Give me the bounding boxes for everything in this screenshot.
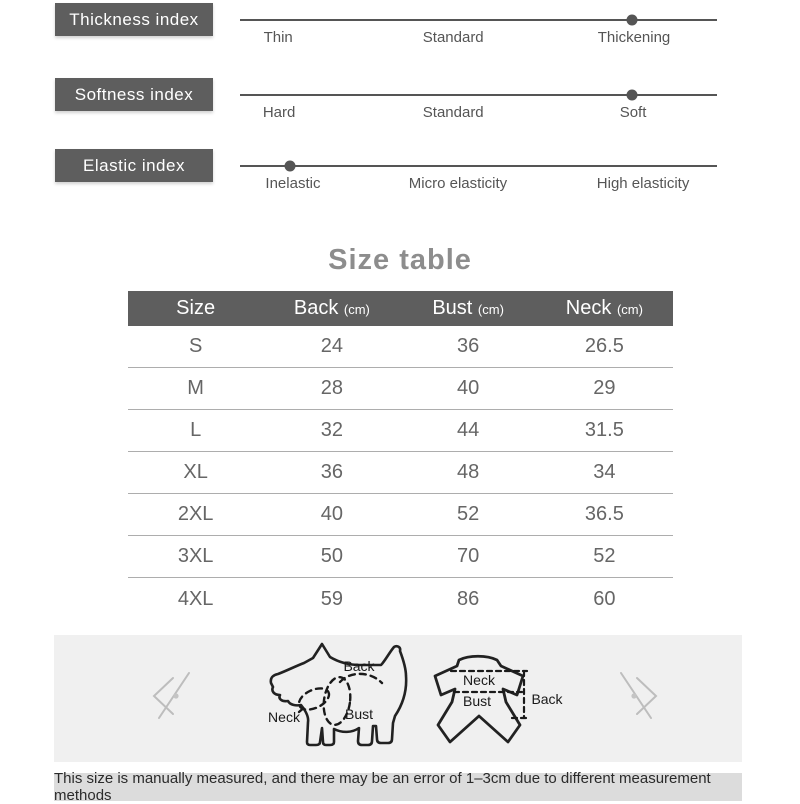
scale-line bbox=[240, 94, 717, 96]
measurement-cell: 29 bbox=[593, 377, 616, 399]
measurement-diagram-panel bbox=[54, 635, 742, 762]
measurement-cell: 59 bbox=[320, 587, 343, 610]
disclaimer-text: This size is manually measured, and there may be an error of 1–3cm due to different measurement methods bbox=[54, 770, 711, 804]
index-scales bbox=[0, 0, 800, 212]
dog-back-label: Back bbox=[343, 658, 375, 674]
measurement-cell: 36 bbox=[457, 335, 480, 357]
garment-neck-label: Neck bbox=[463, 672, 495, 688]
index-label: Thickness index bbox=[55, 3, 213, 36]
next-image-icon[interactable] bbox=[608, 665, 668, 725]
column-unit: (cm) bbox=[343, 302, 370, 317]
index-row bbox=[0, 3, 800, 73]
measurement-cell: 26.5 bbox=[584, 335, 624, 357]
size-cell: XL bbox=[183, 461, 208, 483]
scale-option-label: Hard bbox=[262, 104, 296, 121]
table-row bbox=[128, 578, 673, 620]
measurement-cell: 70 bbox=[457, 545, 480, 567]
column-name: Size bbox=[176, 297, 216, 319]
size-cell: 2XL bbox=[177, 503, 214, 525]
table-row bbox=[128, 326, 673, 368]
scale-option-label: Inelastic bbox=[265, 175, 321, 192]
index-label: Softness index bbox=[55, 78, 213, 111]
disclaimer-bar bbox=[54, 770, 742, 804]
size-table-title: Size table bbox=[328, 244, 472, 276]
scale-option-label: Standard bbox=[422, 29, 484, 46]
table-row bbox=[128, 452, 673, 494]
scale-option-label: Micro elasticity bbox=[408, 175, 508, 192]
size-table-body bbox=[128, 326, 673, 620]
scale-level-dot bbox=[627, 90, 638, 101]
measurement-cell: 86 bbox=[457, 587, 480, 610]
size-cell: M bbox=[187, 377, 204, 399]
measurement-cell: 31.5 bbox=[584, 419, 624, 441]
dog-measurement-diagram bbox=[254, 638, 429, 759]
table-row bbox=[128, 494, 673, 536]
scale-option-label: Thin bbox=[263, 29, 293, 46]
measurement-cell: 52 bbox=[593, 545, 616, 567]
column-unit: (cm) bbox=[477, 302, 504, 317]
size-table bbox=[128, 291, 673, 620]
index-scale-track bbox=[240, 3, 717, 73]
table-row bbox=[128, 536, 673, 578]
size-cell: S bbox=[188, 335, 203, 357]
index-scale-track bbox=[240, 149, 717, 219]
size-table-header bbox=[128, 291, 673, 326]
index-label: Elastic index bbox=[55, 149, 213, 182]
column-name: Neck bbox=[565, 297, 612, 319]
column-name: Bust bbox=[432, 297, 473, 319]
measurement-cell: 28 bbox=[320, 377, 343, 399]
dog-outline bbox=[271, 644, 406, 745]
measurement-cell: 36.5 bbox=[584, 503, 624, 525]
garment-measurement-diagram bbox=[424, 638, 589, 759]
scale-option-label: Thickening bbox=[597, 29, 671, 46]
table-row bbox=[128, 368, 673, 410]
measurement-cell: 24 bbox=[320, 335, 343, 357]
scale-level-dot bbox=[627, 15, 638, 26]
column-header bbox=[400, 297, 536, 320]
measurement-cell: 40 bbox=[320, 503, 343, 525]
measurement-cell: 48 bbox=[457, 461, 480, 483]
column-header bbox=[536, 297, 672, 320]
table-row bbox=[128, 410, 673, 452]
dog-neck-label: Neck bbox=[268, 709, 300, 725]
index-row bbox=[0, 149, 800, 219]
column-header bbox=[264, 297, 400, 320]
measurement-cell: 50 bbox=[320, 545, 343, 567]
scale-line bbox=[240, 165, 717, 167]
previous-image-icon[interactable] bbox=[142, 665, 202, 725]
measurement-cell: 36 bbox=[320, 461, 343, 483]
size-cell: 3XL bbox=[177, 545, 214, 567]
scale-option-label: Soft bbox=[619, 104, 647, 121]
scale-option-label: High elasticity bbox=[596, 175, 690, 192]
index-row bbox=[0, 78, 800, 148]
garment-back-label: Back bbox=[531, 691, 563, 707]
column-header bbox=[128, 297, 264, 320]
column-name: Back bbox=[293, 297, 339, 319]
dog-bust-label: Bust bbox=[344, 706, 374, 722]
scale-line bbox=[240, 19, 717, 21]
size-cell: L bbox=[190, 419, 202, 441]
measurement-cell: 52 bbox=[457, 503, 480, 525]
scale-option-label: Standard bbox=[422, 104, 484, 121]
index-scale-track bbox=[240, 78, 717, 148]
measurement-cell: 32 bbox=[320, 419, 343, 441]
measurement-cell: 34 bbox=[593, 461, 616, 483]
scale-level-dot bbox=[285, 161, 296, 172]
size-cell: 4XL bbox=[177, 587, 214, 610]
measurement-cell: 40 bbox=[457, 377, 480, 399]
column-unit: (cm) bbox=[616, 302, 643, 317]
measurement-cell: 60 bbox=[593, 587, 616, 610]
measurement-cell: 44 bbox=[457, 419, 480, 441]
garment-bust-label: Bust bbox=[462, 693, 492, 709]
